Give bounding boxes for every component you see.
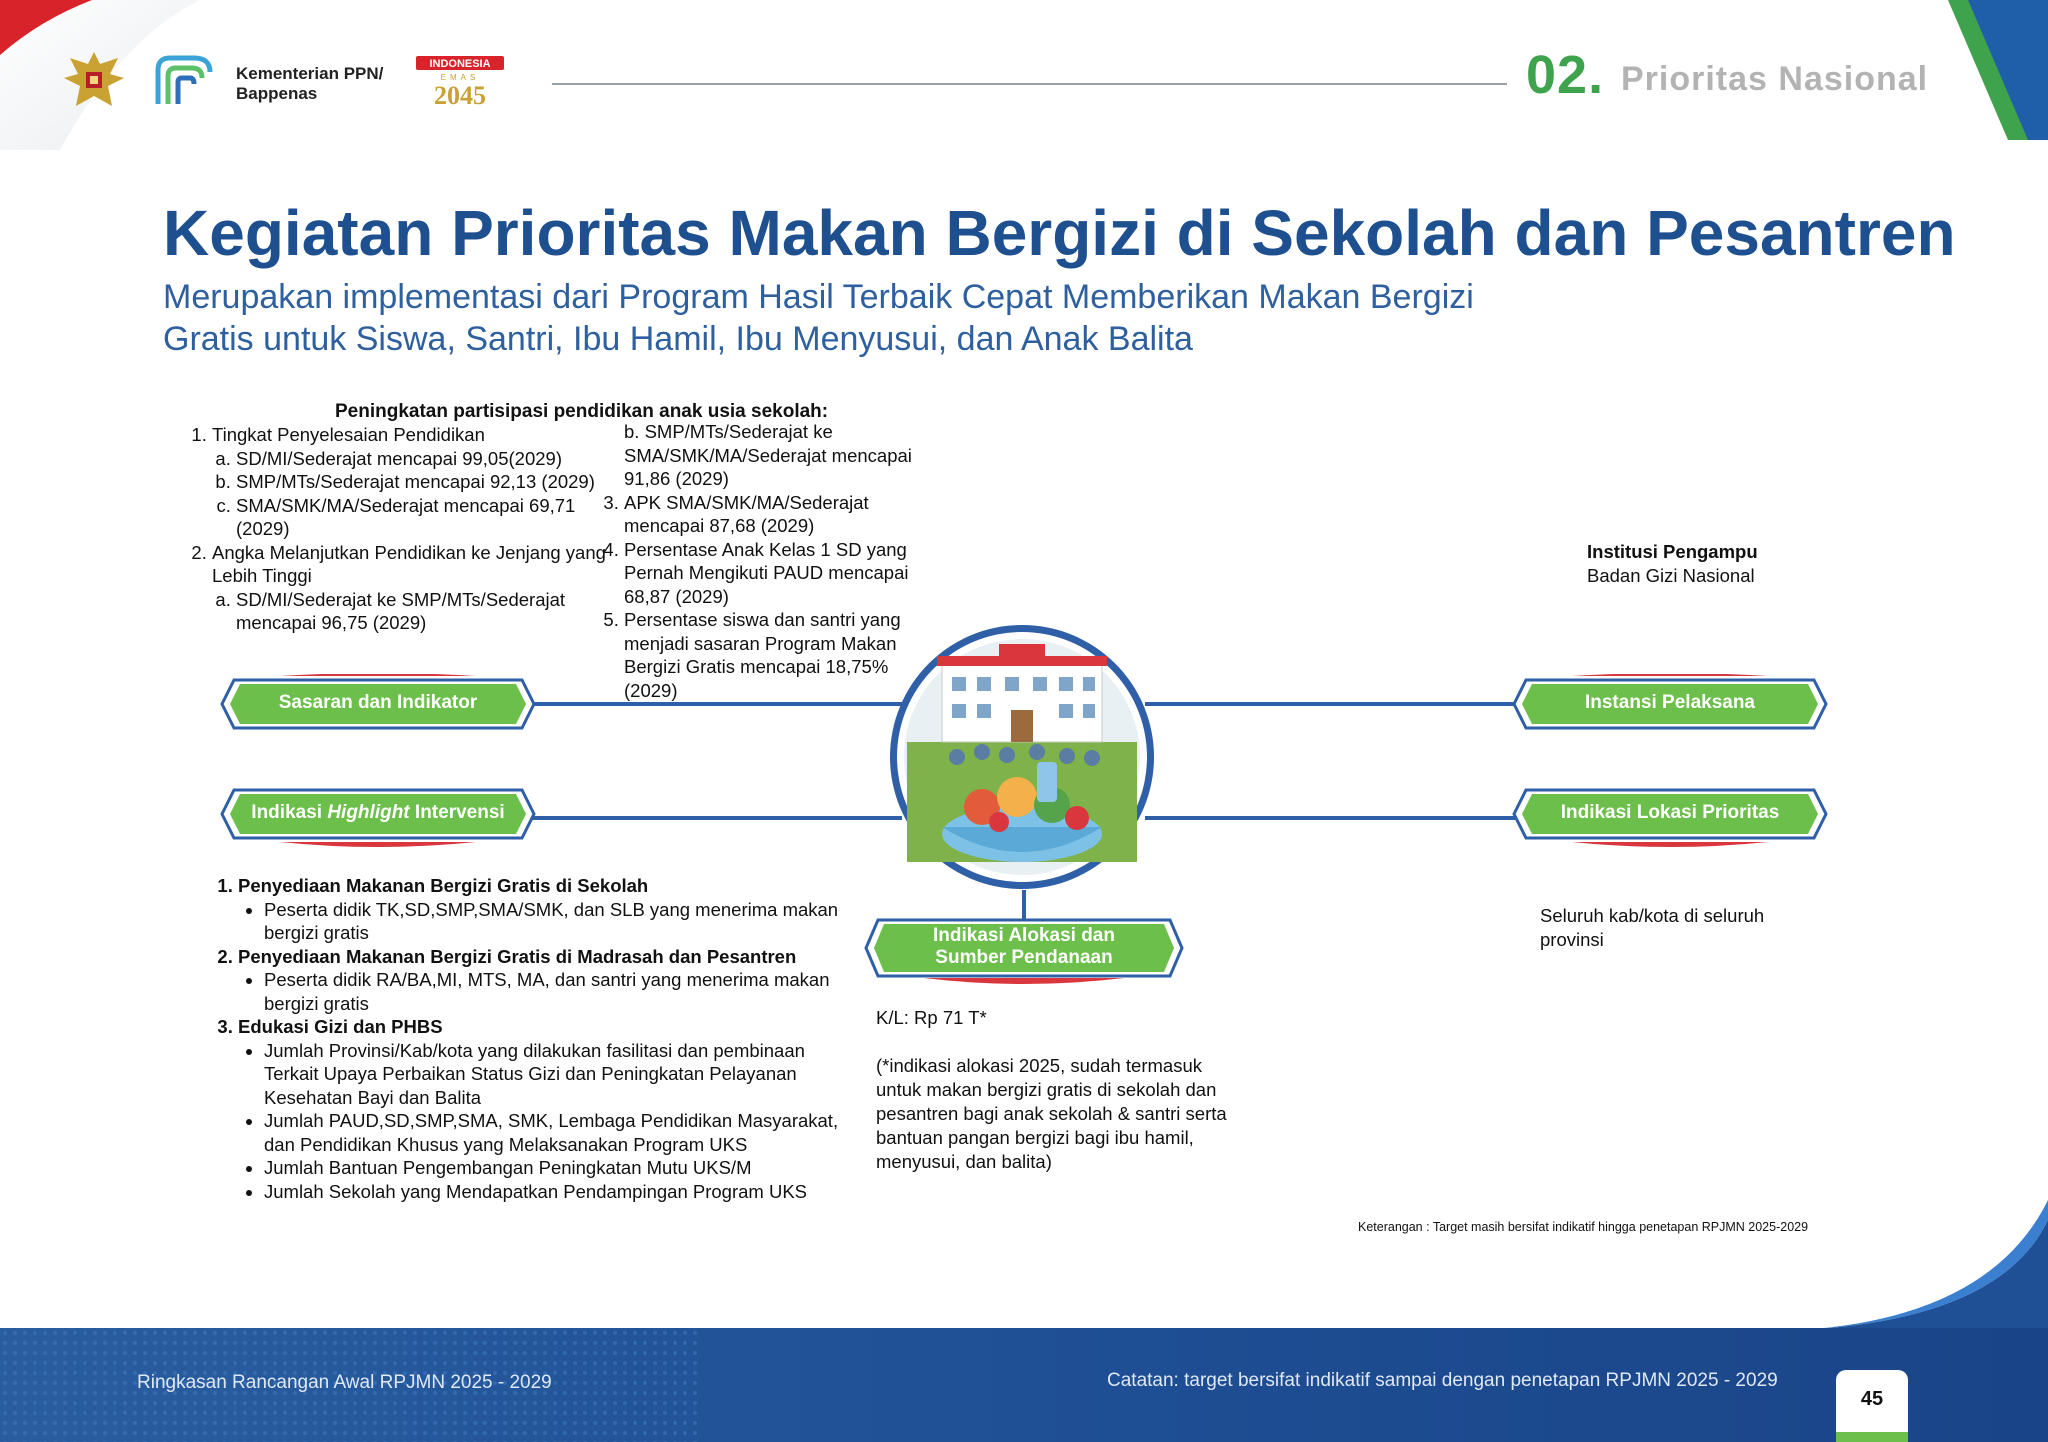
intervensi-item-3-bullet-1: • Jumlah Provinsi/Kab/kota yang dilakukan fasilitasi dan pembinaan Terkait Upaya Perbaikan Status Gizi dan Peningkatan Pelayanan Kesehatan Bayi dan Balita xyxy=(264,1039,860,1110)
intervensi-item-3-bullet-4: • Jumlah Sekolah yang Mendapatkan Pendampingan Program UKS xyxy=(264,1180,860,1204)
intervensi-item-3-title: Edukasi Gizi dan PHBS xyxy=(238,1016,443,1037)
badge-alokasi-label xyxy=(864,918,1184,976)
intervensi-item-2-title: Penyediaan Makanan Bergizi Gratis di Madrasah dan Pesantren xyxy=(238,945,797,967)
sasaran-item-2b-text: SMP/MTs/Sederajat ke SMA/SMK/MA/Sederajat mencapai 91,86 (2029) xyxy=(624,421,912,489)
sasaran-item-1a: a. SD/MI/Sederajat mencapai 99,05(2029) xyxy=(236,447,608,471)
keterangan-note: Keterangan : Target masih bersifat indikatif hingga penetapan RPJMN 2025-2029 xyxy=(1358,1220,1809,1234)
badge-sasaran xyxy=(220,674,536,732)
page-number-accent xyxy=(1836,1432,1908,1442)
intervensi-item-1 xyxy=(238,874,860,945)
sasaran-item-4: 4. Persentase Anak Kelas 1 SD yang Pernah Mengikuti PAUD mencapai 68,87 (2029) xyxy=(624,538,940,609)
svg-text:INDONESIA: INDONESIA xyxy=(429,58,491,70)
footer-left-text: Ringkasan Rancangan Awal RPJMN 2025 - 2029 xyxy=(137,1372,552,1393)
sasaran-item-2 xyxy=(212,541,608,635)
org-name xyxy=(236,64,383,104)
sasaran-item-2-text: Angka Melanjutkan Pendidikan ke Jenjang yang Lebih Tinggi xyxy=(212,541,606,586)
intervensi-list xyxy=(210,874,860,1203)
corner-decoration xyxy=(1888,0,2048,140)
sasaran-item-2a: a. SD/MI/Sederajat ke SMP/MTs/Sederajat mencapai 96,75 (2029) xyxy=(236,588,608,635)
intervensi-item-3-bullet-3: • Jumlah Bantuan Pengembangan Peningkatan Mutu UKS/M xyxy=(264,1156,860,1180)
org-name-line2: Bappenas xyxy=(236,84,318,103)
alokasi-note: (*indikasi alokasi 2025, sudah termasuk untuk makan bergizi gratis di sekolah dan pesantren bagi anak sekolah & santri serta bantuan pangan bergizi bagi ibu hamil, menyusui, dan balita) xyxy=(876,1055,1227,1172)
section-number: 02. xyxy=(1526,45,1605,105)
badge-intervensi-label xyxy=(220,788,536,838)
sasaran-item-2b xyxy=(600,420,940,491)
intervensi-item-2-bullet-1: • Peserta didik RA/BA,MI, MTS, MA, dan santri yang menerima makan bergizi gratis xyxy=(264,968,860,1015)
bappenas-logo-icon xyxy=(154,52,220,108)
indonesia-emas-logo xyxy=(412,54,508,110)
sasaran-item-1c: c. SMA/SMK/MA/Sederajat mencapai 69,71 (2029) xyxy=(236,494,608,541)
badge-lokasi xyxy=(1512,788,1828,846)
badge-intervensi xyxy=(220,788,536,846)
sasaran-item-3: 3. APK SMA/SMK/MA/Sederajat mencapai 87,68 (2029) xyxy=(624,491,940,538)
intervensi-item-3-bullet-2: • Jumlah PAUD,SD,SMP,SMA, SMK, Lembaga Pendidikan Masyarakat, dan Pendidikan Khusus yang Melaksanakan Program UKS xyxy=(264,1109,860,1156)
svg-text:2045: 2045 xyxy=(434,81,486,110)
lokasi-text: Seluruh kab/kota di seluruh provinsi xyxy=(1540,905,1765,950)
badge-alokasi-line1: Indikasi Alokasi dan xyxy=(933,925,1115,946)
badge-instansi xyxy=(1512,674,1828,732)
garuda-emblem-icon xyxy=(58,46,130,118)
page-title: Kegiatan Prioritas Makan Bergizi di Sekolah dan Pesantren xyxy=(163,197,1956,269)
sasaran-item-1b: b. SMP/MTs/Sederajat mencapai 92,13 (2029) xyxy=(236,470,608,494)
institusi-label: Institusi Pengampu xyxy=(1587,541,1758,562)
org-name-line1: Kementerian PPN/ xyxy=(236,64,384,83)
section-title: Prioritas Nasional xyxy=(1621,60,1929,98)
subtitle-line1: Merupakan implementasi dari Program Hasil Terbaik Cepat Memberikan Makan Bergizi xyxy=(163,278,1474,316)
badge-alokasi-line2: Sumber Pendanaan xyxy=(935,947,1113,968)
institusi-block xyxy=(1587,540,1758,588)
page-subtitle xyxy=(163,276,1563,360)
badge-sasaran-label: Sasaran dan Indikator xyxy=(278,692,478,713)
sasaran-list-left xyxy=(188,423,608,635)
subtitle-line2: Gratis untuk Siswa, Santri, Ibu Hamil, Ibu Menyusui, dan Anak Balita xyxy=(163,320,1193,358)
connector-sasaran xyxy=(532,702,902,706)
badge-intervensi-post: Intervensi xyxy=(409,802,505,823)
school-food-illustration xyxy=(887,622,1157,892)
indonesia-emas-logo-graphic xyxy=(412,54,508,110)
institusi-value: Badan Gizi Nasional xyxy=(1587,565,1755,586)
footer-right-text: Catatan: target bersifat indikatif sampai dengan penetapan RPJMN 2025 - 2029 xyxy=(1107,1370,1778,1391)
connector-instansi xyxy=(1145,702,1515,706)
sasaran-item-2b-prefix: b. xyxy=(624,421,645,442)
sasaran-item-5: 5. Persentase siswa dan santri yang menjadi sasaran Program Makan Bergizi Gratis mencapai 18,75% (2029) xyxy=(624,608,940,702)
intervensi-item-3 xyxy=(238,1015,860,1203)
connector-lokasi xyxy=(1145,816,1515,820)
badge-intervensi-em: Highlight xyxy=(327,802,410,823)
svg-text:EMAS: EMAS xyxy=(440,73,480,82)
header-divider xyxy=(552,83,1507,85)
connector-intervensi xyxy=(532,816,902,820)
alokasi-amount: K/L: Rp 71 T* xyxy=(876,1007,987,1028)
intervensi-item-2 xyxy=(238,945,860,1016)
badge-instansi-label: Instansi Pelaksana xyxy=(1584,692,1756,713)
intervensi-item-1-bullet-1: • Peserta didik TK,SD,SMP,SMA/SMK, dan SLB yang menerima makan bergizi gratis xyxy=(264,898,860,945)
sasaran-item-1 xyxy=(212,423,608,541)
sasaran-item-1-text: Tingkat Penyelesaian Pendidikan xyxy=(212,424,485,445)
intervensi-item-1-title: Penyediaan Makanan Bergizi Gratis di Sekolah xyxy=(238,875,649,896)
badge-alokasi xyxy=(864,918,1184,988)
alokasi-block xyxy=(876,1006,1236,1174)
sasaran-heading: Peningkatan partisipasi pendidikan anak usia sekolah: xyxy=(335,401,829,422)
badge-lokasi-label: Indikasi Lokasi Prioritas xyxy=(1560,802,1780,823)
badge-intervensi-pre: Indikasi xyxy=(251,802,328,823)
footer-wave-decoration xyxy=(1800,1200,2048,1330)
page-number: 45 xyxy=(1860,1388,1884,1410)
